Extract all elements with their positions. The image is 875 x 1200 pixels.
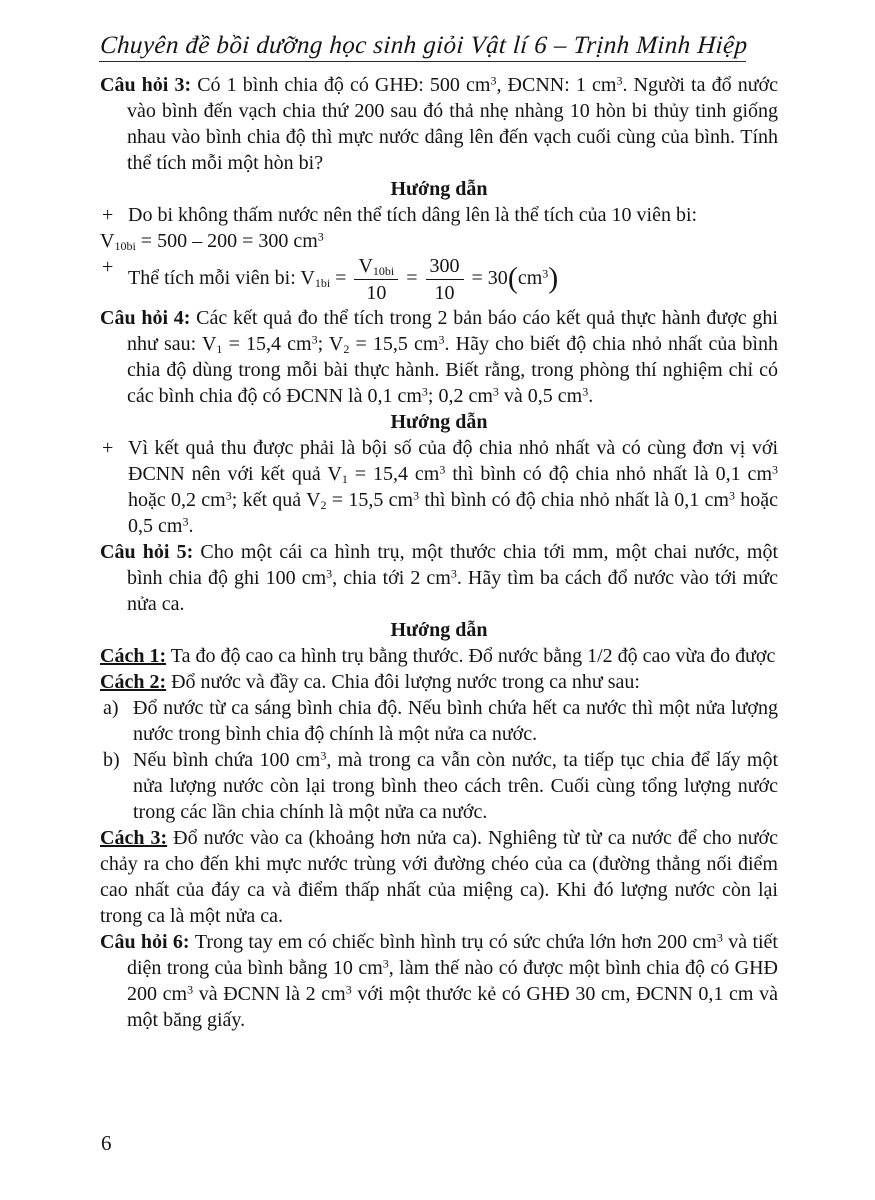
bullet-1-text: Do bi không thấm nước nên thể tích dâng lên là thể tích của 10 viên bi: (128, 204, 698, 226)
method-2-paragraph: Cách 2: Đổ nước và đầy ca. Chia đôi lượng nước trong ca như sau: (100, 671, 640, 693)
plus-marker: + (102, 256, 114, 278)
bullet-item-3 (100, 435, 778, 539)
page-number: 6 (101, 1131, 112, 1155)
page-body (100, 72, 778, 1033)
guide-heading-1: Hướng dẫn (390, 178, 488, 200)
equation-v10bi: $V_{10bi} = 500 - 200 = 300$ $cm^3$ (100, 229, 324, 253)
list-item-a (100, 695, 778, 747)
plus-marker: + (102, 437, 114, 459)
page-header (100, 32, 747, 62)
method-3-paragraph: Cách 3: Đổ nước vào ca (khoảng hơn nửa ca). Nghiêng từ từ ca nước để cho nước chảy ra cho đến khi mực nước trùng với đường chéo của ca (đường thẳng nối điểm cao nhất của đáy ca và điểm thấp nhất của miệng ca). Khi đó lượng nước còn lại trong ca là một nửa ca. (100, 827, 779, 927)
question-4-paragraph: Câu hỏi 4: Các kết quả đo thể tích trong 2 bản báo cáo kết quả thực hành được ghi như sau: $V_1 = 15,4$ $cm^3$; $V_2 = 15,5$ $cm^3$. Hãy cho biết độ chia nhỏ nhất của bình chia độ dùng trong mỗi bài thực hành. Biết rằng, trong phòng thí nghiệm chỉ có các bình chia độ có ĐCNN là 0,1 $cm^3$; 0,2 $cm^3$ và 0,5 $cm^3$. (100, 307, 778, 407)
header-title: Chuyên đề bồi dưỡng học sinh giỏi Vật lí 6 – Trịnh Minh Hiệp (99, 32, 749, 62)
bullet-item-1 (100, 202, 778, 228)
list-item-b-text: Nếu bình chứa 100 $cm^3$, mà trong ca vẫn còn nước, ta tiếp tục chia để lấy một nửa lượng nước còn lại trong bình theo cách trên. Cuối cùng tổng lượng nước trong các lần chia chính là một nửa ca nước. (133, 748, 778, 823)
bullet-3-text: Vì kết quả thu được phải là bội số của độ chia nhỏ nhất và có cùng đơn vị với ĐCNN nên với kết quả $V_1 = 15,4$ $cm^3$ thì bình có độ chia nhỏ nhất là 0,1 $cm^3$ hoặc 0,2 $cm^3$; kết quả $V_2 = 15,5$ $cm^3$ thì bình có độ chia nhỏ nhất là 0,1 $cm^3$ hoặc 0,5 $cm^3$. (128, 437, 779, 537)
question-5-paragraph: Câu hỏi 5: Cho một cái ca hình trụ, một thước chia tới mm, một chai nước, một bình chia độ ghi 100 $cm^3$, chia tới 2 $cm^3$. Hãy tìm ba cách đổ nước vào tới mức nửa ca. (100, 541, 778, 615)
bullet-item-2 (100, 254, 778, 305)
plus-marker: + (102, 204, 114, 226)
question-6-paragraph: Câu hỏi 6: Trong tay em có chiếc bình hình trụ có sức chứa lớn hơn 200 $cm^3$ và tiết diện trong của bình bằng 10 $cm^3$, làm thế nào có được một bình chia độ có GHĐ 200 $cm^3$ và ĐCNN là 2 $cm^3$ với một thước kẻ có GHĐ 30 cm, ĐCNN 0,1 cm và một băng giấy. (100, 930, 778, 1031)
question-3-paragraph: Câu hỏi 3: Có 1 bình chia độ có GHĐ: 500 $cm^3$, ĐCNN: 1 $cm^3$. Người ta đổ nước vào bình đến vạch chia thứ 200 sau đó thả nhẹ nhàng 10 hòn bi thủy tinh giống nhau vào bình chia độ thì mực nước dâng lên đến vạch cuối cùng của bình. Tính thể tích mỗi một hòn bi? (100, 73, 778, 174)
method-1-paragraph: Cách 1: Ta đo độ cao ca hình trụ bằng thước. Đổ nước bằng 1/2 độ cao vừa đo được (100, 645, 776, 667)
list-marker-b: b) (103, 749, 120, 771)
list-item-a-text: Đổ nước từ ca sáng bình chia độ. Nếu bình chứa hết ca nước thì một nửa lượng nước trong bình chia độ chính là một nửa ca nước. (133, 697, 778, 745)
bullet-2-text: Thể tích mỗi viên bi: $V_{1bi}$ = $\frac{V_{10bi}}{10}$ = $\frac{300}{10}$ = $30(cm^3)$ (128, 255, 559, 304)
list-item-b (100, 747, 778, 825)
guide-heading-3: Hướng dẫn (390, 619, 488, 641)
list-marker-a: a) (103, 697, 119, 719)
guide-heading-2: Hướng dẫn (390, 411, 488, 433)
